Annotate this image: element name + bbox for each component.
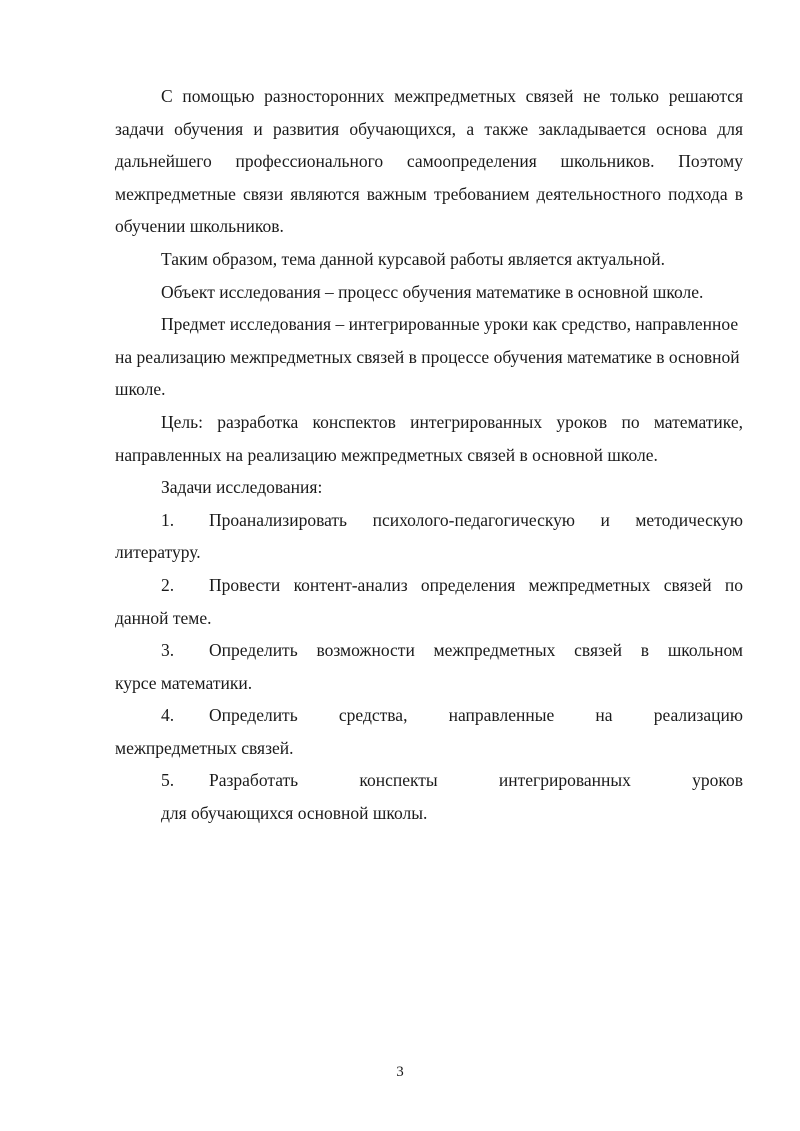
list-item-number: 2.	[161, 574, 175, 595]
list-item-number: 4.	[161, 705, 175, 726]
list-item-text: Разработать конспекты интегрированных уроков	[209, 770, 743, 791]
list-item-continuation: данной теме.	[115, 607, 212, 628]
list-item-text: Определить возможности межпредметных связей в школьном	[209, 640, 743, 661]
list-item-continuation: литературу.	[115, 542, 201, 563]
list-item	[115, 569, 743, 634]
list-item-text: Проанализировать психолого-педагогическую и методическую	[209, 509, 743, 530]
list-item	[115, 504, 743, 569]
list-item-text: Определить средства, направленные на реализацию	[209, 705, 743, 726]
paragraph-intro: С помощью разносторонних межпредметных связей не только решаются задачи обучения и развития обучающихся, а также закладывается основа для дальнейшего профессионального самоопределения школьников. Поэтому межпредметные связи являются важным требованием деятельностного подхода в обучении школьников.	[115, 86, 743, 237]
list-item-number: 3.	[161, 640, 175, 661]
list-item	[115, 699, 743, 764]
list-item-continuation: межпредметных связей.	[115, 737, 294, 758]
page-number: 3	[396, 1064, 404, 1080]
paragraph-relevance: Таким образом, тема данной курсавой работы является актуальной.	[161, 248, 665, 269]
page-body	[115, 80, 743, 830]
list-item	[115, 634, 743, 699]
paragraph-tasks-heading: Задачи исследования:	[161, 477, 323, 498]
list-item-continuation: курсе математики.	[115, 672, 253, 693]
list-item	[115, 764, 743, 829]
paragraph-subject: Предмет исследования – интегрированные уроки как средство, направленное на реализацию межпредметных связей в процессе обучения математике в основной школе.	[115, 314, 740, 400]
paragraph-goal: Цель: разработка конспектов интегрированных уроков по математике, направленных на реализацию межпредметных связей в основной школе.	[115, 411, 743, 465]
list-item-text: Провести контент-анализ определения межпредметных связей по	[209, 574, 743, 595]
list-item-continuation: для обучающихся основной школы.	[161, 803, 428, 824]
list-item-number: 5.	[161, 770, 175, 791]
list-item-number: 1.	[161, 509, 175, 530]
paragraph-object: Объект исследования – процесс обучения математике в основной школе.	[161, 281, 704, 302]
